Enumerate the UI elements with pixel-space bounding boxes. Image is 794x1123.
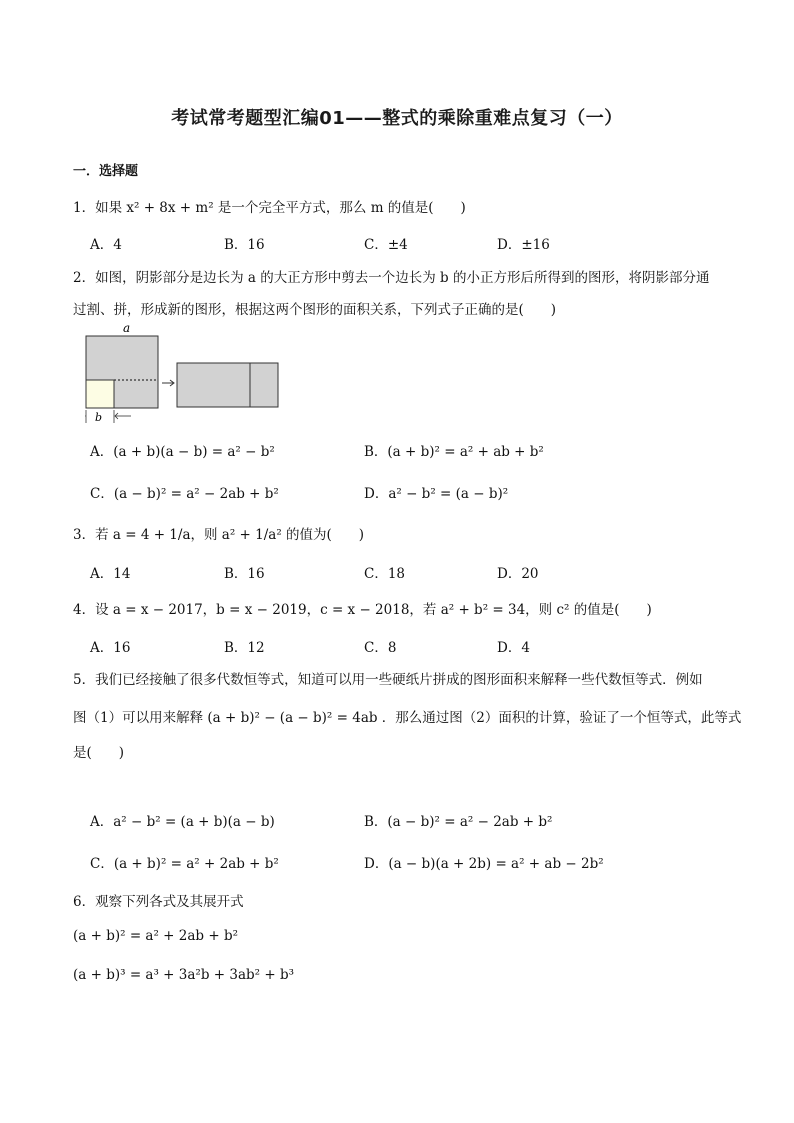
section-heading: 一．选择题 xyxy=(73,164,139,179)
q4-option-c: C．8 xyxy=(364,640,397,656)
q4-option-b: B．12 xyxy=(224,640,265,656)
question-2-stem-line1: 2．如图，阴影部分是边长为 a 的大正方形中剪去一个边长为 b 的小正方形后所得到的图形，将阴影部分通 xyxy=(73,270,710,286)
question-6-stem: 6．观察下列各式及其展开式 xyxy=(73,894,244,910)
rectangle-right xyxy=(250,363,278,407)
question-3-stem: 3．若 a = 4 + 1/a，则 a² + 1/a² 的值为( ) xyxy=(73,527,365,543)
q2-option-b: B．(a + b)² = a² + ab + b² xyxy=(364,444,544,460)
question-5-stem-line2: 图（1）可以用来解释 (a + b)² − (a − b)² = 4ab ．那么通过图（2）面积的计算，验证了一个恒等式，此等式 xyxy=(73,710,742,726)
q2-option-a: A．(a + b)(a − b) = a² − b² xyxy=(90,444,275,460)
q4-option-d: D．4 xyxy=(497,640,530,656)
small-square xyxy=(86,380,114,408)
q2-option-d: D．a² − b² = (a − b)² xyxy=(364,486,509,502)
figure-label-b: b xyxy=(95,411,103,423)
q5-option-d: D．(a − b)(a + 2b) = a² + ab − 2b² xyxy=(364,856,604,872)
q5-option-b: B．(a − b)² = a² − 2ab + b² xyxy=(364,814,553,830)
q3-option-b: B．16 xyxy=(224,566,265,582)
q3-option-c: C．18 xyxy=(364,566,406,582)
question-1-stem: 1．如果 x² + 8x + m² 是一个完全平方式，那么 m 的值是( ) xyxy=(73,200,466,216)
question-5-stem-line1: 5．我们已经接触了很多代数恒等式，知道可以用一些硬纸片拼成的图形面积来解释一些代数恒等式．例如 xyxy=(73,672,703,688)
q3-option-a: A．14 xyxy=(90,566,131,582)
q5-option-a: A．a² − b² = (a + b)(a − b) xyxy=(90,814,275,830)
page-title: 考试常考题型汇编01——整式的乘除重难点复习（一） xyxy=(171,108,623,129)
q4-option-a: A．16 xyxy=(90,640,131,656)
q3-option-d: D．20 xyxy=(497,566,539,582)
question-2-stem-line2: 过割、拼，形成新的图形，根据这两个图形的面积关系，下列式子正确的是( ) xyxy=(73,302,557,318)
square-cut-figure xyxy=(85,323,285,423)
q6-expansion-2: (a + b)³ = a³ + 3a²b + 3ab² + b³ xyxy=(73,967,295,983)
question-4-stem: 4．设 a = x − 2017，b = x − 2019，c = x − 2018，若 a² + b² = 34，则 c² 的值是( ) xyxy=(73,602,652,618)
q5-option-c: C．(a + b)² = a² + 2ab + b² xyxy=(90,856,279,872)
q2-option-c: C．(a − b)² = a² − 2ab + b² xyxy=(90,486,279,502)
q1-option-a: A．4 xyxy=(90,237,122,253)
question-5-stem-line3: 是( ) xyxy=(73,745,125,761)
rectangle-left xyxy=(177,363,250,407)
figure-label-a: a xyxy=(123,323,131,335)
q1-option-b: B．16 xyxy=(224,237,265,253)
q1-option-d: D．±16 xyxy=(497,237,550,253)
q6-expansion-1: (a + b)² = a² + 2ab + b² xyxy=(73,928,239,944)
q1-option-c: C．±4 xyxy=(364,237,408,253)
